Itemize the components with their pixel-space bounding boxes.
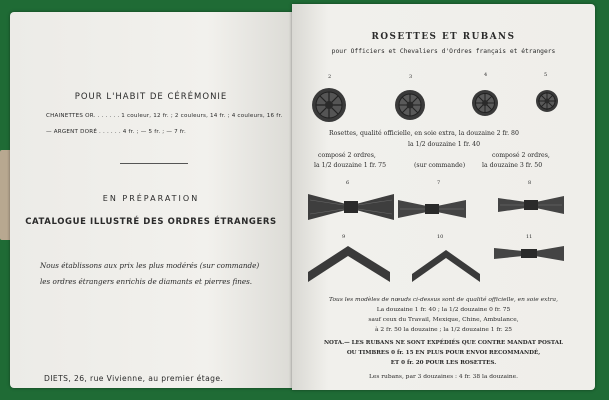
shop-address: DIETS, 26, rue Vivienne, au premier étage. [44,374,224,383]
sur-commande-note: (sur commande) [414,162,466,169]
compose-right-line2: la douzaine 3 fr. 50 [482,162,543,169]
rosette-number-4: 4 [484,72,488,78]
ribbon-bow-7-illustration [396,196,468,222]
rosettes-title: ROSETTES ET RUBANS [371,32,516,42]
rosette-2-illustration [310,86,348,124]
chainettes-or-row: CHAINETTES OR. . . . . . . 1 couleur, 12 fr. ; 2 couleurs, 14 fr. ; 4 couleurs, 16 fr. [46,113,283,119]
diamond-orders-paragraph: Nous établissons aux prix les plus modérés (sur commande) les ordres étrangers enrichis de diamants et pierres fines. [40,261,260,286]
rosette-3-illustration [393,88,427,122]
nota-line1: NOTA.— LES RUBANS NE SONT EXPÉDIÉS QUE CONTRE MANDAT POSTAL [323,340,564,346]
rosette-number-3: 3 [409,74,413,80]
rosette-5-illustration [534,88,560,114]
catalogue-heading: CATALOGUE ILLUSTRÉ DES ORDRES ÉTRANGERS [25,217,277,227]
argent-dore-row: — ARGENT DORÉ . . . . . . 4 fr. ; — 5 fr. ; — 7 fr. [46,129,187,135]
rosette-number-2: 2 [328,74,332,80]
ribbon-number-7: 7 [437,180,441,186]
nota-line3: ET 0 fr. 20 POUR LES ROSETTES. [390,360,497,366]
ceremony-title: POUR L'HABIT DE CÉRÉMONIE [74,92,228,102]
rosette-number-5: 5 [544,72,548,78]
ribbon-number-8: 8 [528,180,532,186]
compose-right-line1: composé 2 ordres, [492,152,550,159]
right-page [292,4,595,390]
models-quality-line: Tous les modèles de nœuds ci-dessus sont de qualité officielle, en soie extra, [329,297,558,303]
models-price-line: La douzaine 1 fr. 40 ; la 1/2 douzaine 0 fr. 75 [376,307,511,313]
compose-left-line2: la 1/2 douzaine 1 fr. 75 [314,162,387,169]
rosettes-subtitle: pour Officiers et Chevaliers d'Ordres français et étrangers [331,48,556,55]
rosettes-price-half-dozen: la 1/2 douzaine 1 fr. 40 [408,141,481,148]
ribbon-bow-11-illustration [492,242,566,264]
ribbon-chevron-10-illustration [410,248,482,284]
ribbon-bow-6-illustration [306,190,396,224]
nota-line2: OU TIMBRES 0 fr. 15 EN PLUS POUR ENVOI RECOMMANDÉ, [346,350,541,356]
rosettes-price-dozen: Rosettes, qualité officielle, en soie extra, la douzaine 2 fr. 80 [329,130,519,137]
rosette-4-illustration [470,88,500,118]
ribbons-bulk-price: Les rubans, par 3 douzaines : 4 fr. 38 la douzaine. [368,374,519,380]
ribbon-bow-8-illustration [496,192,566,216]
models-exceptions-line: sauf ceux du Travail, Mexique, Chine, Ambulance, [368,317,519,323]
ribbon-number-9: 9 [342,234,346,240]
divider [120,163,188,164]
ribbon-number-10: 10 [437,234,444,240]
ribbon-number-6: 6 [346,180,350,186]
ribbon-chevron-9-illustration [306,244,392,286]
left-page [10,12,292,388]
compose-left-line1: composé 2 ordres, [318,152,376,159]
preparation-heading: EN PRÉPARATION [102,194,200,203]
ribbon-number-11: 11 [526,234,533,240]
models-exceptions-price-line: à 2 fr. 50 la douzaine ; la 1/2 douzaine 1 fr. 25 [375,327,512,333]
